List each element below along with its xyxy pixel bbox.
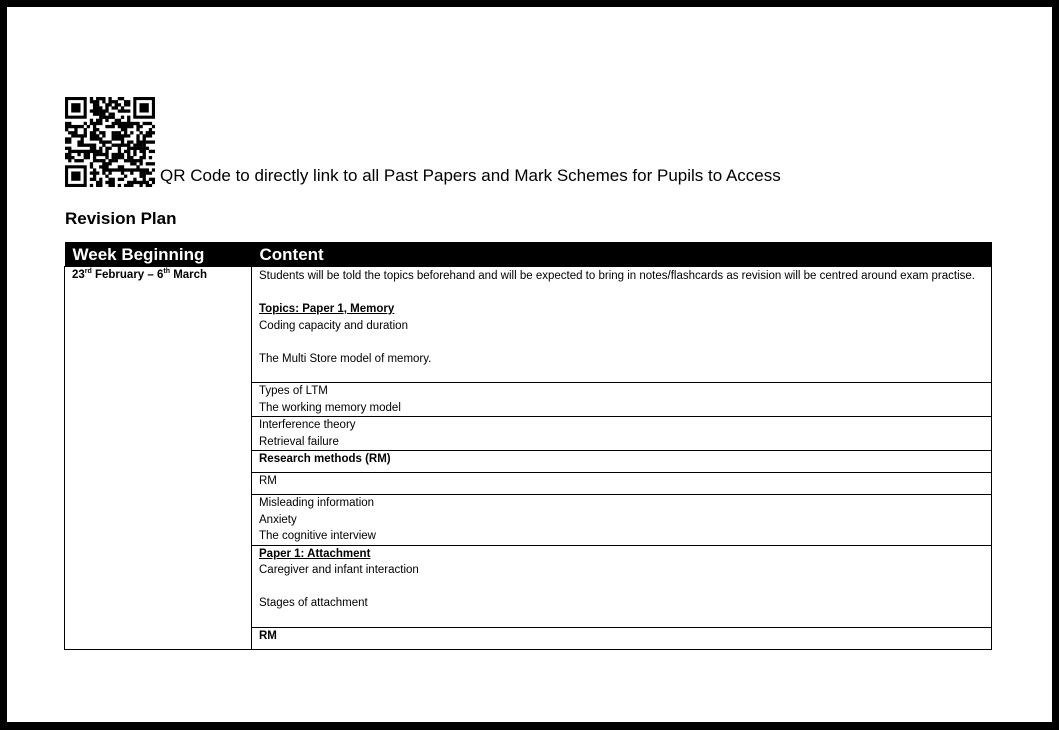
topic-heading: Paper 1: Attachment [259,547,371,560]
week-cell: 23rd February – 6th March [65,267,252,650]
content-cell: RM [252,473,992,495]
content-cell: Students will be told the topics beforehand and will be expected to bring in notes/flashcards as revision will be centred around exam practise. Topics: Paper 1, Memory Coding capacity and duration The Multi Store model of memory. [252,267,992,383]
content-cell: Paper 1: Attachment Caregiver and infant interaction Stages of attachment [252,545,992,627]
intro-text: Students will be told the topics beforehand and will be expected to bring in notes/flashcards as revision will be centred around exam practise. [259,270,975,282]
content-cell: Interference theory Retrieval failure [252,417,992,451]
content-cell: Types of LTM The working memory model [252,383,992,417]
table-header-row [65,242,992,267]
qr-code-icon [65,97,155,187]
qr-caption: QR Code to directly link to all Past Papers and Mark Schemes for Pupils to Access [160,166,781,185]
column-header-content: Content [252,242,992,267]
content-cell: Research methods (RM) [252,451,992,473]
document-page [7,7,1052,722]
topic-heading: Topics: Paper 1, Memory [259,303,395,315]
revision-plan-table [64,242,992,650]
content-cell: RM [252,627,992,649]
table-row [65,267,992,383]
column-header-week: Week Beginning [65,242,252,267]
page-title: Revision Plan [65,209,177,228]
content-cell: Misleading information Anxiety The cognitive interview [252,495,992,546]
